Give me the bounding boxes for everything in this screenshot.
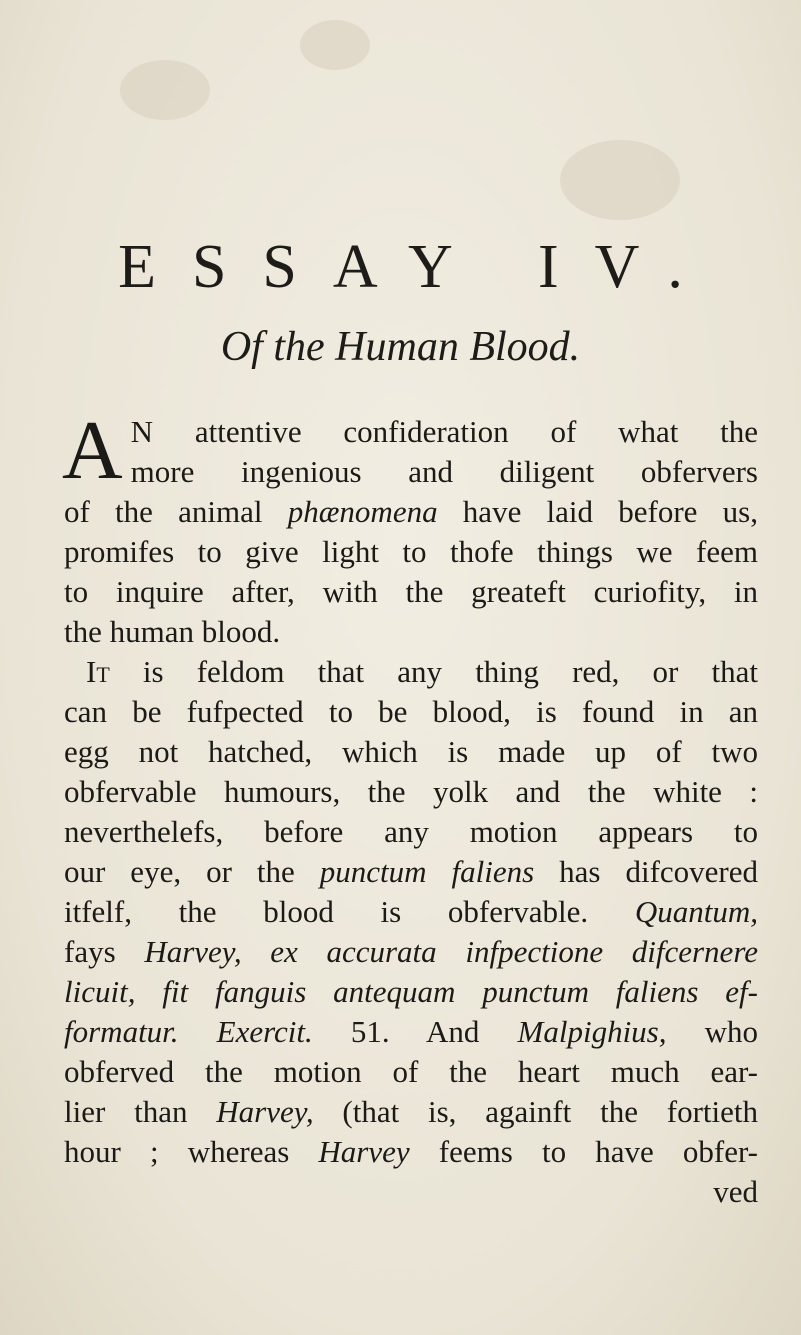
text-line: formatur. Exercit. 51. And Malpighius, who (64, 1014, 758, 1049)
paragraph-2 (64, 652, 758, 1212)
paragraph-1 (62, 404, 758, 652)
text-line: obfervable humours, the yolk and the white : (64, 774, 758, 809)
paper-stain (300, 20, 370, 70)
text-line: lier than Harvey, (that is, againft the fortieth (64, 1094, 759, 1129)
text-line: of the animal phænomena have laid before us, (64, 494, 758, 529)
text-line: more ingenious and diligent obfervers (130, 454, 758, 489)
text-line: can be fufpected to be blood, is found in an (64, 694, 758, 729)
essay-body (62, 404, 759, 1212)
text-line: N attentive confideration of what the (130, 414, 758, 449)
text-line: to inquire after, with the greateft curiofity, in (64, 574, 758, 609)
essay-subtitle: Of the Human Blood. (220, 324, 581, 370)
text-line: licuit, fit fanguis antequam punctum faliens ef- (64, 974, 758, 1009)
text-line: egg not hatched, which is made up of two (64, 734, 758, 769)
text-line: It is feldom that any thing red, or that (86, 654, 758, 689)
text-line: promifes to give light to thofe things we feem (64, 534, 758, 569)
paper-stain (560, 140, 680, 220)
essay-heading: ESSAY IV. (118, 233, 719, 301)
text-line: fays Harvey, ex accurata infpectione difcernere (64, 934, 758, 969)
text-line: the human blood. (64, 614, 281, 649)
text-line: obferved the motion of the heart much ear- (64, 1054, 758, 1089)
drop-cap: A (62, 404, 123, 497)
text-line: our eye, or the punctum faliens has difcovered (64, 854, 758, 889)
text-line: itfelf, the blood is obfervable. Quantum, (64, 894, 758, 929)
text-line: neverthelefs, before any motion appears to (64, 814, 758, 849)
text-line: hour ; whereas Harvey feems to have obfer- (64, 1134, 758, 1169)
catchword: ved (713, 1174, 758, 1209)
paper-stain (120, 60, 210, 120)
